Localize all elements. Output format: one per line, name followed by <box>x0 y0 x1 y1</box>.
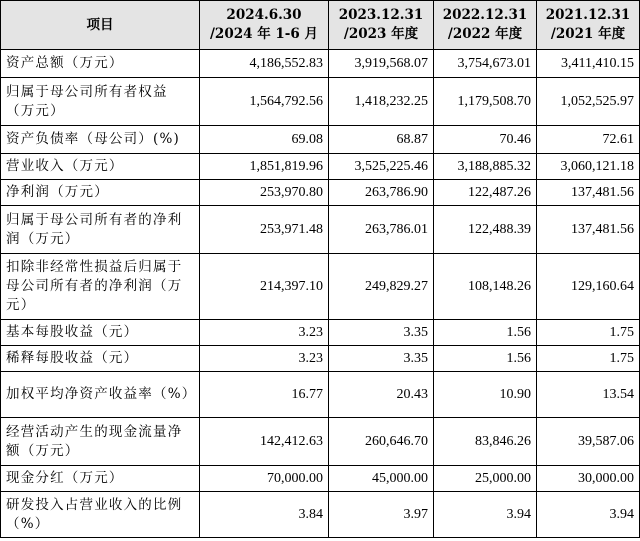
row-label: 归属于母公司所有者权益（万元） <box>1 78 200 126</box>
header-period-date: 2023.12.31 <box>338 7 424 23</box>
row-label: 研发投入占营业收入的比例（%） <box>1 492 200 538</box>
row-label: 基本每股收益（元） <box>1 320 200 346</box>
cell-value: 13.54 <box>537 372 640 418</box>
cell-value: 3,919,568.07 <box>329 50 434 78</box>
row-label: 资产负债率（母公司）(%) <box>1 126 200 154</box>
cell-value: 129,160.64 <box>537 254 640 320</box>
header-period-date: 2024.6.30 <box>226 7 302 23</box>
row-label: 加权平均净资产收益率（%） <box>1 372 200 418</box>
cell-value: 3,411,410.15 <box>537 50 640 78</box>
cell-value: 1,179,508.70 <box>434 78 537 126</box>
cell-value: 3.94 <box>537 492 640 538</box>
cell-value: 3,060,121.18 <box>537 154 640 180</box>
row-label: 净利润（万元） <box>1 180 200 206</box>
cell-value: 1.75 <box>537 320 640 346</box>
cell-value: 253,971.48 <box>200 206 329 254</box>
header-item: 项目 <box>1 1 200 50</box>
cell-value: 3.97 <box>329 492 434 538</box>
cell-value: 10.90 <box>434 372 537 418</box>
cell-value: 1.75 <box>537 346 640 372</box>
cell-value: 3,525,225.46 <box>329 154 434 180</box>
table-header-row <box>1 1 640 50</box>
header-period-label: /2023 年度 <box>343 26 419 42</box>
cell-value: 83,846.26 <box>434 418 537 466</box>
cell-value: 69.08 <box>200 126 329 154</box>
cell-value: 39,587.06 <box>537 418 640 466</box>
cell-value: 263,786.90 <box>329 180 434 206</box>
cell-value: 72.61 <box>537 126 640 154</box>
cell-value: 1.56 <box>434 346 537 372</box>
table-row <box>1 78 640 126</box>
header-period-2021 <box>537 1 640 50</box>
cell-value: 1,418,232.25 <box>329 78 434 126</box>
cell-value: 3,188,885.32 <box>434 154 537 180</box>
cell-value: 70,000.00 <box>200 466 329 492</box>
table-row <box>1 50 640 78</box>
row-label: 归属于母公司所有者的净利润（万元） <box>1 206 200 254</box>
cell-value: 68.87 <box>329 126 434 154</box>
table-row <box>1 180 640 206</box>
header-period-2023 <box>329 1 434 50</box>
cell-value: 3.35 <box>329 320 434 346</box>
cell-value: 1,052,525.97 <box>537 78 640 126</box>
cell-value: 214,397.10 <box>200 254 329 320</box>
table-row <box>1 372 640 418</box>
cell-value: 30,000.00 <box>537 466 640 492</box>
cell-value: 122,488.39 <box>434 206 537 254</box>
table-row <box>1 466 640 492</box>
row-label: 营业收入（万元） <box>1 154 200 180</box>
cell-value: 1.56 <box>434 320 537 346</box>
header-period-label: /2024 年 1-6 月 <box>210 26 318 42</box>
cell-value: 3.84 <box>200 492 329 538</box>
table-row <box>1 320 640 346</box>
cell-value: 263,786.01 <box>329 206 434 254</box>
cell-value: 3.23 <box>200 320 329 346</box>
cell-value: 3.23 <box>200 346 329 372</box>
table-row <box>1 126 640 154</box>
header-period-date: 2022.12.31 <box>442 7 528 23</box>
cell-value: 137,481.56 <box>537 180 640 206</box>
header-period-2024h1 <box>200 1 329 50</box>
cell-value: 25,000.00 <box>434 466 537 492</box>
cell-value: 3,754,673.01 <box>434 50 537 78</box>
header-period-2022 <box>434 1 537 50</box>
table-row <box>1 346 640 372</box>
header-period-date: 2021.12.31 <box>545 7 631 23</box>
table-row <box>1 492 640 538</box>
cell-value: 70.46 <box>434 126 537 154</box>
cell-value: 142,412.63 <box>200 418 329 466</box>
table-row <box>1 206 640 254</box>
cell-value: 1,564,792.56 <box>200 78 329 126</box>
row-label: 现金分红（万元） <box>1 466 200 492</box>
row-label: 资产总额（万元） <box>1 50 200 78</box>
cell-value: 3.35 <box>329 346 434 372</box>
header-period-label: /2021 年度 <box>550 26 626 42</box>
row-label: 稀释每股收益（元） <box>1 346 200 372</box>
cell-value: 260,646.70 <box>329 418 434 466</box>
cell-value: 3.94 <box>434 492 537 538</box>
cell-value: 122,487.26 <box>434 180 537 206</box>
table-row <box>1 254 640 320</box>
header-period-label: /2022 年度 <box>447 26 523 42</box>
row-label: 经营活动产生的现金流量净额（万元） <box>1 418 200 466</box>
table-row <box>1 154 640 180</box>
cell-value: 137,481.56 <box>537 206 640 254</box>
cell-value: 249,829.27 <box>329 254 434 320</box>
cell-value: 4,186,552.83 <box>200 50 329 78</box>
cell-value: 16.77 <box>200 372 329 418</box>
cell-value: 253,970.80 <box>200 180 329 206</box>
cell-value: 108,148.26 <box>434 254 537 320</box>
cell-value: 20.43 <box>329 372 434 418</box>
table-row <box>1 418 640 466</box>
cell-value: 1,851,819.96 <box>200 154 329 180</box>
row-label: 扣除非经常性损益后归属于母公司所有者的净利润（万元） <box>1 254 200 320</box>
cell-value: 45,000.00 <box>329 466 434 492</box>
